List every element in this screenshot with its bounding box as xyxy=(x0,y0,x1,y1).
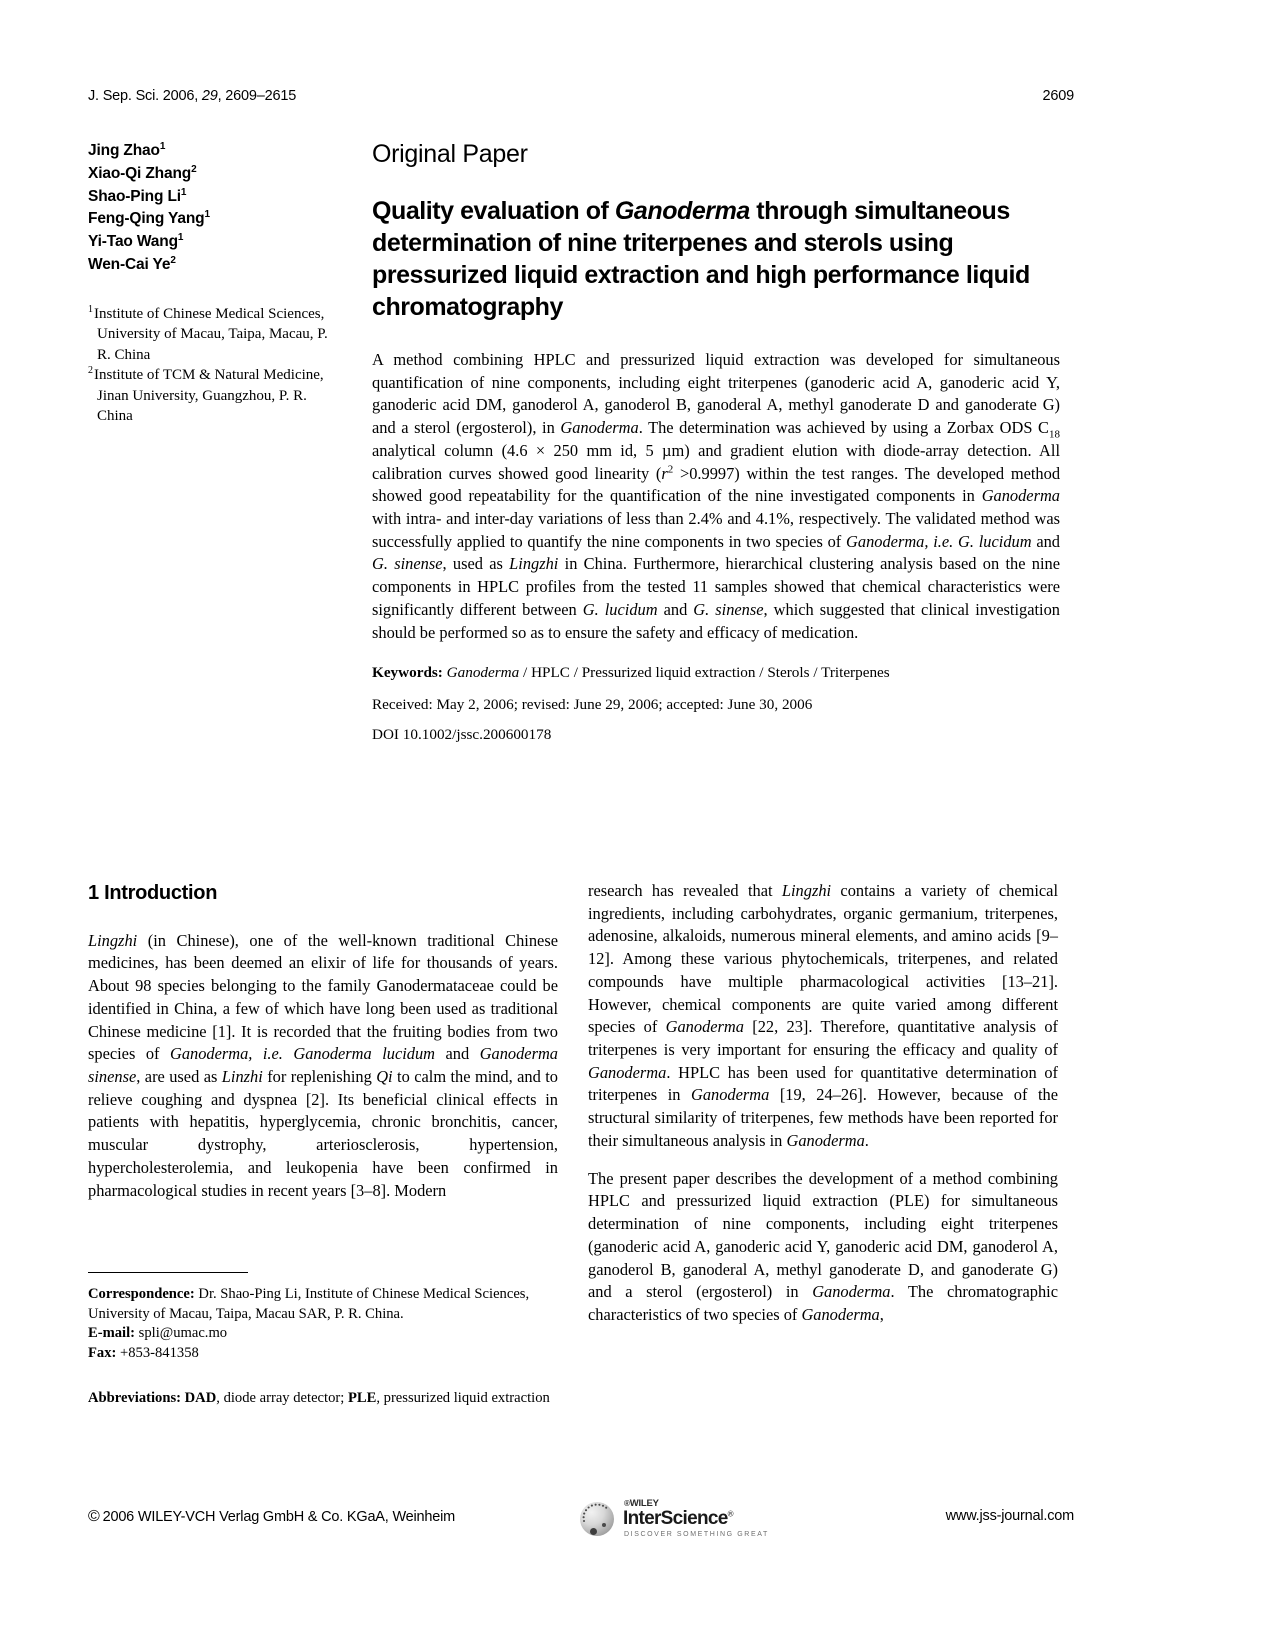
logo-tagline: DISCOVER SOMETHING GREAT xyxy=(624,1531,769,1538)
logo-registered-top: ® xyxy=(624,1499,630,1508)
logo-interscience-text: InterScience xyxy=(623,1508,728,1529)
journal-volume: 29 xyxy=(201,88,218,104)
correspondence-note xyxy=(88,1285,558,1363)
email-value[interactable]: spli@umac.mo xyxy=(135,1325,228,1342)
affiliation-list xyxy=(88,304,343,427)
author-affiliation-marker: 1 xyxy=(177,231,184,243)
keyword-item: HPLC xyxy=(531,664,570,682)
page-footer xyxy=(88,1490,1074,1550)
author-affiliation-marker: 1 xyxy=(204,209,210,221)
correspondence-label: Correspondence: xyxy=(88,1286,195,1302)
section-heading-introduction: 1 Introduction xyxy=(88,882,218,904)
logo-dot-large-icon xyxy=(590,1528,597,1535)
keyword-item: Pressurized liquid extraction xyxy=(581,664,756,682)
article-type-label: Original Paper xyxy=(372,140,528,168)
journal-citation xyxy=(88,88,296,104)
article-header-column xyxy=(372,140,1060,744)
page-title: Quality evaluation of Ganoderma through simultaneous determination of nine triterpenes and sterols using pressurized liquid extraction and high performance liquid chromatography xyxy=(372,197,1030,321)
page-number: 2609 xyxy=(1042,88,1074,104)
author-name-text: Yi-Tao Wang xyxy=(88,233,178,251)
keyword-item: Triterpenes xyxy=(821,664,890,682)
intro-paragraph-left: Lingzhi (in Chinese), one of the well-known traditional Chinese medicines, has been deemed an elixir of life for thousands of years. About 98 species belonging to the family Ganodermataceae could be identified in China, a few of which have long been used as traditional Chinese medicine [1]. It is recorded that the fruiting bodies from two species of Ganoderma, i.e. Ganoderma lucidum and Ganoderma sinense, are used as Linzhi for replenishing Qi to calm the mind, and to relieve coughing and dyspnea [2]. Its beneficial clinical effects in patients with hepatitis, hyperglycemia, chronic bronchitis, cancer, muscular dystrophy, arteriosclerosis, hypertension, hypercholesterolemia, and leukopenia have been confirmed in pharmacological studies in recent years [3–8]. Modern xyxy=(88,930,558,1200)
body-column-right xyxy=(588,880,1058,1327)
affiliation-marker: 1 xyxy=(88,303,93,315)
correspondence-text: Dr. Shao-Ping Li, Institute of Chinese Medical Sciences, University of Macau, Taipa, Macau SAR, P. R. China. xyxy=(88,1286,530,1322)
author-name xyxy=(88,231,343,254)
author-affiliation-marker: 2 xyxy=(170,254,176,266)
affiliation-item xyxy=(88,304,343,366)
author-sidebar xyxy=(88,140,343,427)
affiliation-item xyxy=(88,365,343,427)
fax-value: +853-841358 xyxy=(116,1344,199,1361)
author-name-text: Jing Zhao xyxy=(88,142,160,159)
keywords-values: Ganoderma / HPLC / Pressurized liquid extraction / Sterols / Triterpenes xyxy=(446,664,890,682)
copyright-symbol: © xyxy=(88,1508,100,1525)
author-affiliation-marker: 1 xyxy=(159,140,166,152)
logo-registered-mark: ® xyxy=(727,1509,733,1519)
journal-citation-pages: , 2609–2615 xyxy=(217,88,297,104)
logo-dot-small-icon xyxy=(602,1523,606,1527)
author-affiliation-marker: 2 xyxy=(191,163,197,175)
keywords-label: Keywords: xyxy=(372,664,443,682)
author-name-text: Wen-Cai Ye xyxy=(88,255,171,273)
keyword-item: Ganoderma xyxy=(446,664,520,682)
keyword-item: Sterols xyxy=(767,664,810,682)
logo-arc-dots-icon xyxy=(578,1499,618,1539)
author-name xyxy=(88,186,343,209)
footnote-block xyxy=(88,1272,558,1409)
journal-citation-prefix: J. Sep. Sci. 2006, xyxy=(88,88,202,104)
footnote-divider xyxy=(88,1272,248,1273)
abstract-text: A method combining HPLC and pressurized liquid extraction was developed for simultaneous quantification of nine components, including eight triterpenes (ganoderic acid A, ganoderic acid Y, ganoderic acid DM, ganoderol A, ganoderol B, ganoderal A, methyl ganoderate D and ganoderate G) and a sterol (ergosterol), in Ganoderma. The determination was achieved by using a Zorbax ODS $C_{18}$ analytical column (4.6 × 250 mm id, 5 µm) and gradient elution with diode-array detection. All calibration curves showed good linearity $(r^2 >0.9997)$ within the test ranges. The developed method showed good repeatability for the quantification of the nine investigated components in Ganoderma with intra- and inter-day variations of less than 2.4% and 4.1%, respectively. The validated method was successfully applied to quantify the nine components in two species of Ganoderma, i.e. G. lucidum and G. sinense, used as Lingzhi in China. Furthermore, hierarchical clustering analysis based on the nine components in HPLC profiles from the tested 11 samples showed that chemical characteristics were significantly different between G. lucidum and G. sinense, which suggested that clinical investigation should be performed so as to ensure the safety and efficacy of medication. xyxy=(372,350,1061,642)
intro-paragraph-right-1: research has revealed that Lingzhi contains a variety of chemical ingredients, including carbohydrates, organic germanium, triterpenes, adenosine, alkaloids, numerous mineral elements, and amino acids [9–12]. Among these various phytochemicals, triterpenes, and related compounds have multiple pharmacological activities [13–21]. However, chemical components are quite varied among different species of Ganoderma [22, 23]. Therefore, quantitative analysis of triterpenes is very important for ensuring the efficacy and quality of Ganoderma. HPLC has been used for quantitative determination of triterpenes in Ganoderma [19, 24–26]. However, because of the structural similarity of triterpenes, few methods have been reported for their simultaneous analysis in Ganoderma. xyxy=(588,881,1059,1150)
author-name-text: Xiao-Qi Zhang xyxy=(88,164,192,182)
author-name xyxy=(88,163,343,186)
author-list xyxy=(88,140,343,277)
wiley-interscience-logo xyxy=(578,1490,778,1546)
logo-wiley-text: WILEY xyxy=(629,1498,659,1509)
keywords-line xyxy=(372,663,1060,684)
fax-label: Fax: xyxy=(88,1344,117,1361)
author-name-text: Shao-Ping Li xyxy=(88,187,181,205)
author-name-text: Feng-Qing Yang xyxy=(88,210,205,228)
received-dates: Received: May 2, 2006; revised: June 29, 2006; accepted: June 30, 2006 xyxy=(372,695,813,713)
running-head xyxy=(88,88,1074,104)
affiliation-text: Institute of TCM & Natural Medicine, Jinan University, Guangzhou, P. R. China xyxy=(94,367,324,425)
abbreviations-note: Abbreviations: DAD, diode array detector; PLE, pressurized liquid extraction xyxy=(88,1390,550,1407)
copyright-line xyxy=(88,1508,455,1526)
author-name xyxy=(88,140,343,163)
body-column-left xyxy=(88,880,558,1202)
author-name xyxy=(88,208,343,231)
author-affiliation-marker: 1 xyxy=(180,186,187,198)
doi-line: DOI 10.1002/jssc.200600178 xyxy=(372,725,552,743)
affiliation-marker: 2 xyxy=(88,365,93,377)
logo-interscience-wordmark xyxy=(623,1508,733,1530)
affiliation-text: Institute of Chinese Medical Sciences, University of Macau, Taipa, Macau, P. R. China xyxy=(94,305,328,363)
copyright-text: 2006 WILEY-VCH Verlag GmbH & Co. KGaA, Weinheim xyxy=(102,1509,456,1525)
email-label: E-mail: xyxy=(88,1325,136,1342)
intro-paragraph-right-2: The present paper describes the development of a method combining HPLC and pressurized liquid extraction (PLE) for simultaneous determination of nine components, including eight triterpenes (ganoderic acid A, ganoderic acid Y, ganoderic acid DM, ganoderol A, ganoderol B, ganoderal A, methyl ganoderate D, and ganoderate G) and a sterol (ergosterol) in Ganoderma. The chromatographic characteristics of two species of Ganoderma, xyxy=(588,1168,1058,1324)
author-name xyxy=(88,254,343,277)
journal-website[interactable]: www.jss-journal.com xyxy=(945,1508,1074,1524)
